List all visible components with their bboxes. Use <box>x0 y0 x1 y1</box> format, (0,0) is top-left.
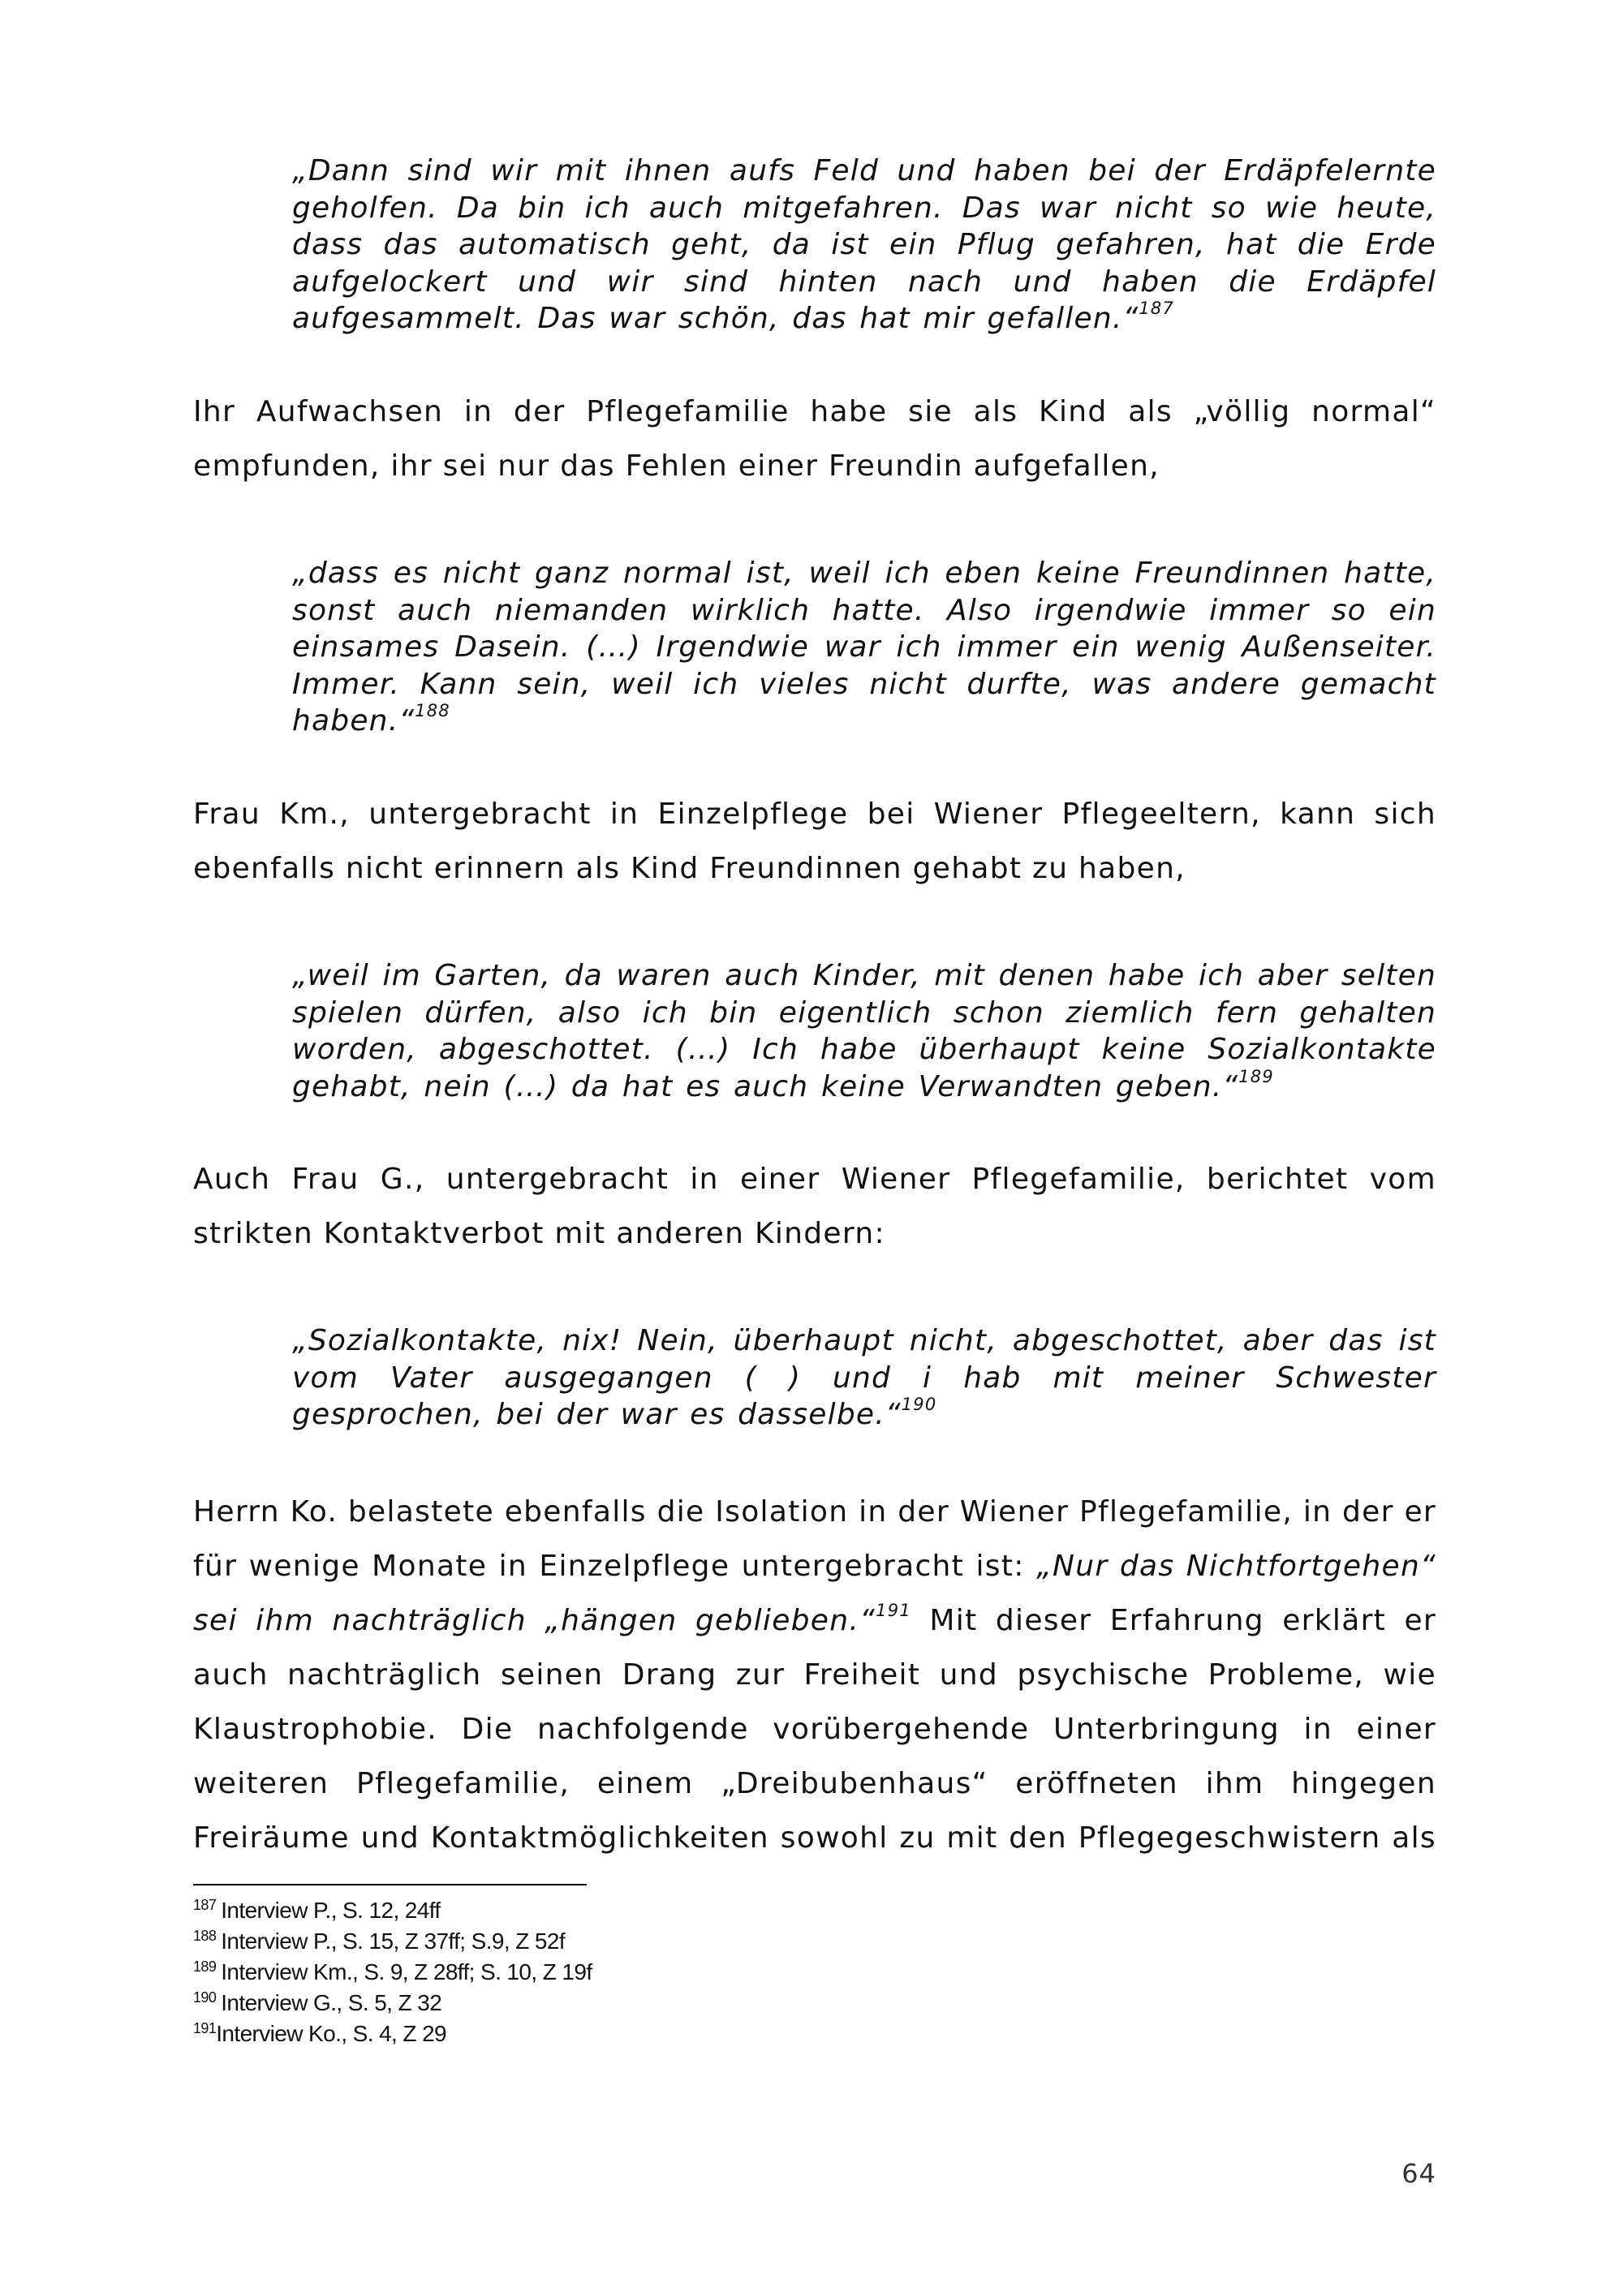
footnote-number: 188 <box>193 1928 217 1944</box>
quote-text: „Sozialkontakte, nix! Nein, überhaupt nicht, abgeschottet, aber das ist vom Vater ausgegangen ( ) und i hab mit meiner Schwester gesprochen, bei der war es dasselbe.“ <box>292 1324 1436 1431</box>
footnote-item <box>193 1957 1005 1988</box>
footnote-ref-189: 189 <box>1238 1066 1274 1086</box>
quote-text: „Dann sind wir mit ihnen aufs Feld und haben bei der Erdäpfelernte geholfen. Da bin ich auch mitgefahren. Das war nicht so wie heute, dass das automatisch geht, da ist ein Pflug gefahren, hat die Erde aufgelockert und wir sind hinten nach und haben die Erdäpfel aufgesammelt. Das war schön, das hat mir gefallen.“ <box>292 154 1436 335</box>
footnote-number: 189 <box>193 1958 217 1975</box>
footnote-ref-187: 187 <box>1139 299 1175 318</box>
paragraph-1 <box>193 385 1436 493</box>
footnote-ref-190: 190 <box>901 1395 937 1414</box>
footnote-text: Interview Ko., S. 4, Z 29 <box>216 2021 447 2046</box>
footnote-text: Interview P., S. 12, 24ff <box>221 1898 441 1923</box>
paragraph-text-start: Herrn Ko. belastete ebenfalls die Isolation in der Wiener Pflegefamilie, in der er für wenige Monate in Einzelpflege untergebracht ist: <box>193 1495 1437 1583</box>
footnote-item <box>193 1988 1005 2019</box>
paragraph-text: Ihr Aufwachsen in der Pflegefamilie habe sie als Kind als „völlig normal“ empfunden, ihr sei nur das Fehlen einer Freundin aufgefallen, <box>193 395 1436 483</box>
block-quote-190 <box>292 1322 1436 1434</box>
footnote-number: 187 <box>193 1897 217 1913</box>
paragraph-4 <box>193 1485 1436 1865</box>
footnote-separator <box>193 1884 587 1885</box>
footnote-ref-191: 191 <box>876 1601 912 1620</box>
footnote-item <box>193 2019 1005 2049</box>
footnote-text: Interview G., S. 5, Z 32 <box>221 1990 442 2015</box>
paragraph-2 <box>193 787 1436 896</box>
footnote-item <box>193 1895 1005 1926</box>
footnote-text: Interview Km., S. 9, Z 28ff; S. 10, Z 19f <box>221 1959 592 1984</box>
paragraph-text-end: Mit dieser Erfahrung erklärt er auch nachträglich seinen Drang zur Freiheit und psychische Probleme, wie Klaustrophobie. Die nachfolgende vorübergehende Unterbringung in einer weiteren Pflegefamilie, einem „Dreibubenhaus“ eröffneten ihm hingegen Freiräume und Kontaktmöglichkeiten sowohl zu mit den Pflegegeschwistern als <box>193 1604 1436 1855</box>
inline-quote: „Nur das Nichtfortgehen“ sei ihm nachträglich „hängen geblieben.“ <box>193 1550 1437 1637</box>
footnote-text: Interview P., S. 15, Z 37ff; S.9, Z 52f <box>221 1928 566 1954</box>
paragraph-text: Auch Frau G., untergebracht in einer Wiener Pflegefamilie, berichtet vom strikten Kontaktverbot mit anderen Kindern: <box>193 1163 1436 1250</box>
footnote-number: 190 <box>193 1989 217 2006</box>
footnote-item <box>193 1926 1005 1957</box>
quote-text: „weil im Garten, da waren auch Kinder, mit denen habe ich aber selten spielen dürfen, also ich bin eigentlich schon ziemlich fern gehalten worden, abgeschottet. (…) Ich habe überhaupt keine Sozialkontakte gehabt, nein (…) da hat es auch keine Verwandten geben.“ <box>292 959 1436 1103</box>
paragraph-3 <box>193 1152 1436 1261</box>
footnote-ref-188: 188 <box>415 701 450 720</box>
block-quote-188 <box>292 555 1436 740</box>
footnote-number: 191 <box>193 2020 217 2036</box>
block-quote-187 <box>292 153 1436 338</box>
footnotes <box>193 1895 1005 2049</box>
page-number: 64 <box>1401 2158 1436 2189</box>
quote-text: „dass es nicht ganz normal ist, weil ich eben keine Freundinnen hatte, sonst auch niemanden wirklich hatte. Also irgendwie immer so ein einsames Dasein. (…) Irgendwie war ich immer ein wenig Außenseiter. Immer. Kann sein, weil ich vieles nicht durfte, was andere gemacht haben.“ <box>292 557 1436 737</box>
paragraph-text: Frau Km., untergebracht in Einzelpflege bei Wiener Pflegeeltern, kann sich ebenfalls nicht erinnern als Kind Freundinnen gehabt zu haben, <box>193 798 1436 885</box>
block-quote-189 <box>292 957 1436 1105</box>
